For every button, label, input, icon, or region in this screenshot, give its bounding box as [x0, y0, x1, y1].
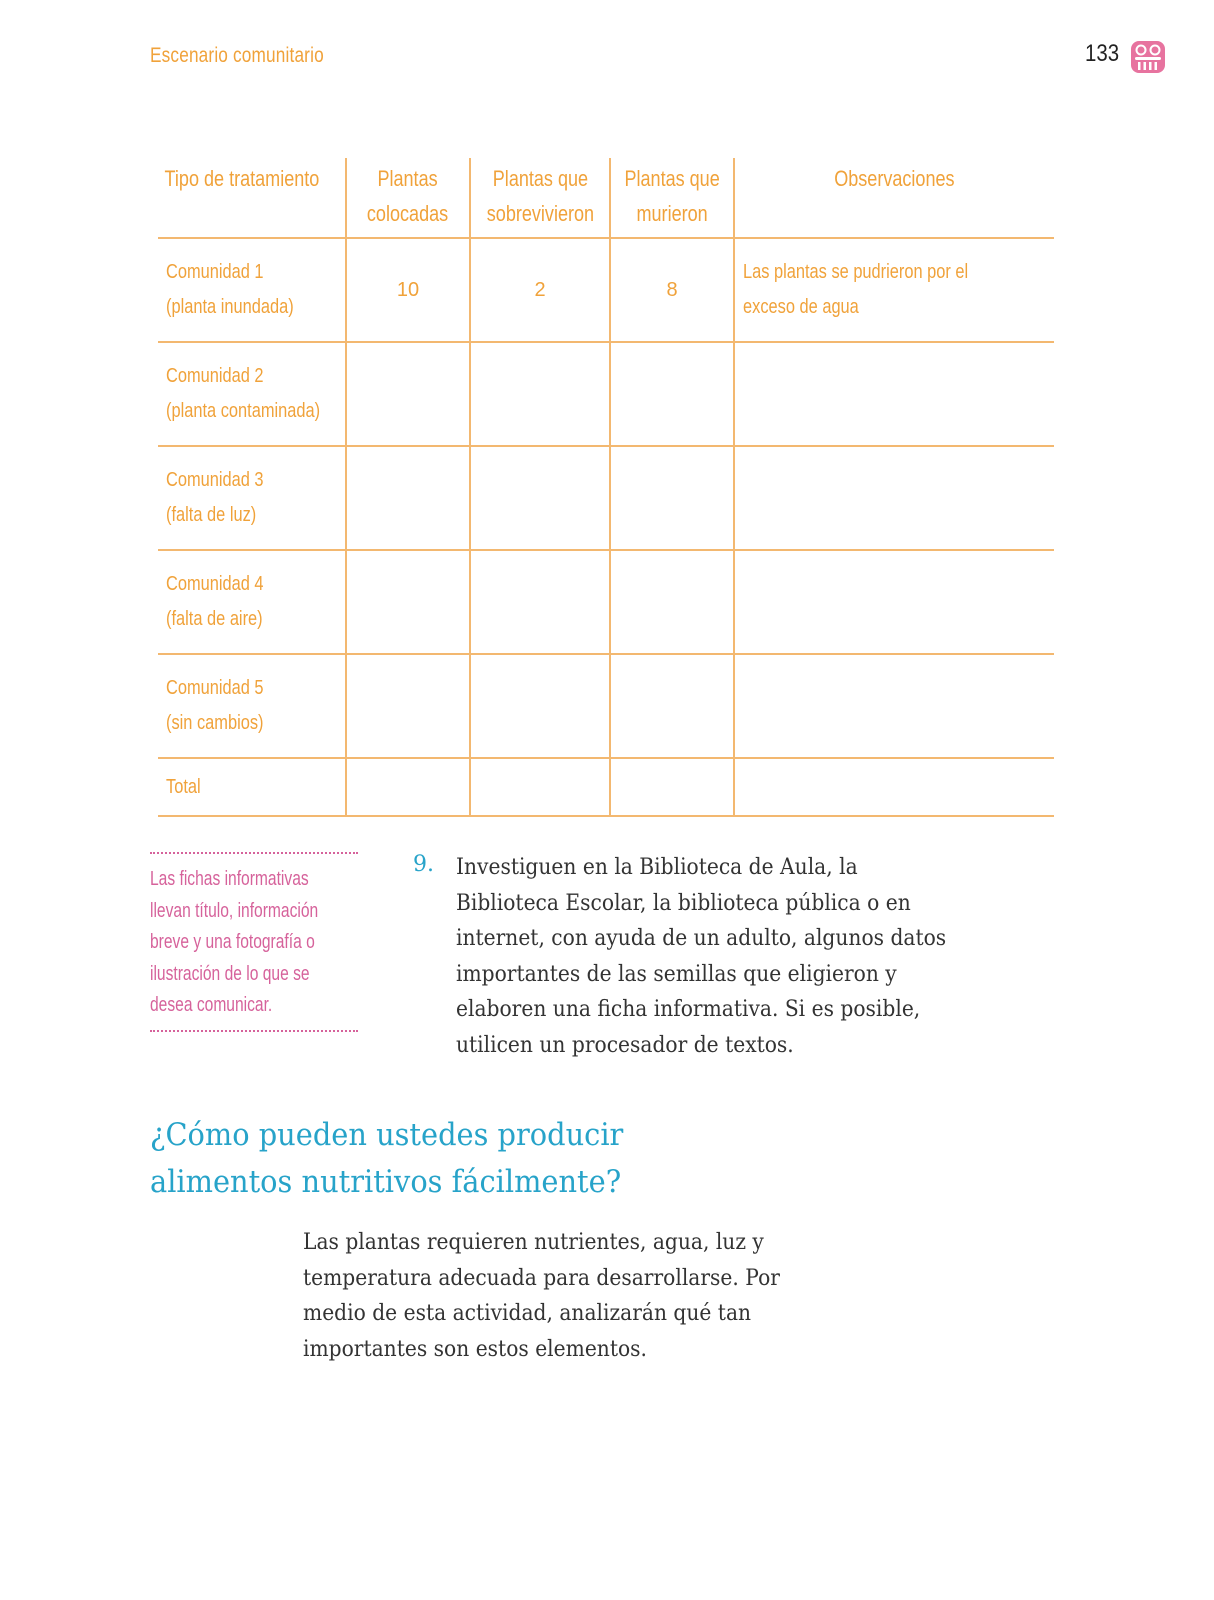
row-label: Comunidad 4 (falta de aire) [158, 550, 346, 654]
header-tipo: Tipo de tratamiento [158, 158, 346, 238]
results-table [158, 158, 1054, 817]
header-murieron: Plantas que murieron [610, 158, 734, 238]
note-line: desea comunicar. [150, 994, 273, 1016]
table-row [158, 550, 1054, 654]
cell-died[interactable] [610, 446, 734, 550]
cell-survived[interactable] [470, 654, 610, 758]
cell-placed[interactable] [346, 446, 470, 550]
calendar-glyph-icon [1130, 40, 1166, 74]
cell-observations[interactable] [734, 654, 1054, 758]
section-title: Escenario comunitario [150, 44, 324, 67]
info-note [150, 852, 358, 1032]
section-heading: ¿Cómo pueden ustedes producir alimentos nutritivos fácilmente? [150, 1117, 624, 1200]
cell-observations[interactable] [734, 446, 1054, 550]
total-died[interactable] [610, 758, 734, 816]
total-row [158, 758, 1054, 816]
table-row [158, 238, 1054, 342]
page-number: 133 [1085, 40, 1120, 67]
table-row [158, 342, 1054, 446]
row-label: Comunidad 5 (sin cambios) [158, 654, 346, 758]
cell-died[interactable] [610, 342, 734, 446]
row-label: Comunidad 2 (planta contaminada) [158, 342, 346, 446]
cell-observations[interactable] [734, 550, 1054, 654]
header-colocadas: Plantas colocadas [346, 158, 470, 238]
cell-placed[interactable] [346, 654, 470, 758]
note-line: Las fichas informativas [150, 868, 309, 890]
cell-died: 8 [610, 238, 734, 342]
cell-observations[interactable] [734, 342, 1054, 446]
total-survived[interactable] [470, 758, 610, 816]
cell-survived[interactable] [470, 342, 610, 446]
cell-died[interactable] [610, 654, 734, 758]
table-row [158, 654, 1054, 758]
note-line: ilustración de lo que se [150, 962, 310, 985]
row-label: Comunidad 3 (falta de luz) [158, 446, 346, 550]
cell-survived: 2 [470, 238, 610, 342]
total-observations[interactable] [734, 758, 1054, 816]
note-line: llevan título, información [150, 899, 319, 922]
cell-placed: 10 [346, 238, 470, 342]
row-label: Comunidad 1 (planta inundada) [158, 238, 346, 342]
step-instructions: Investiguen en la Biblioteca de Aula, la Biblioteca Escolar, la biblioteca pública o en internet, con ayuda de un adulto, algunos datos importantes de las semillas que eligieron y elaboren una ficha informativa. Si es posible, utilicen un procesador de textos. [456, 855, 947, 1058]
total-label: Total [158, 758, 346, 816]
cell-survived[interactable] [470, 550, 610, 654]
cell-placed[interactable] [346, 550, 470, 654]
header-observaciones: Observaciones [734, 158, 1054, 238]
cell-survived[interactable] [470, 446, 610, 550]
cell-placed[interactable] [346, 342, 470, 446]
header-sobrevivieron: Plantas que sobrevivieron [470, 158, 610, 238]
note-line: breve y una fotografía o [150, 931, 315, 953]
table-row [158, 446, 1054, 550]
total-placed[interactable] [346, 758, 470, 816]
cell-observations: Las plantas se pudrieron por el exceso de agua [734, 238, 1054, 342]
cell-died[interactable] [610, 550, 734, 654]
section-intro: Las plantas requieren nutrientes, agua, luz y temperatura adecuada para desarrollarse. Por medio de esta actividad, analizarán qué tan importantes son estos elementos. [303, 1230, 780, 1362]
step-number: 9. [413, 852, 434, 877]
